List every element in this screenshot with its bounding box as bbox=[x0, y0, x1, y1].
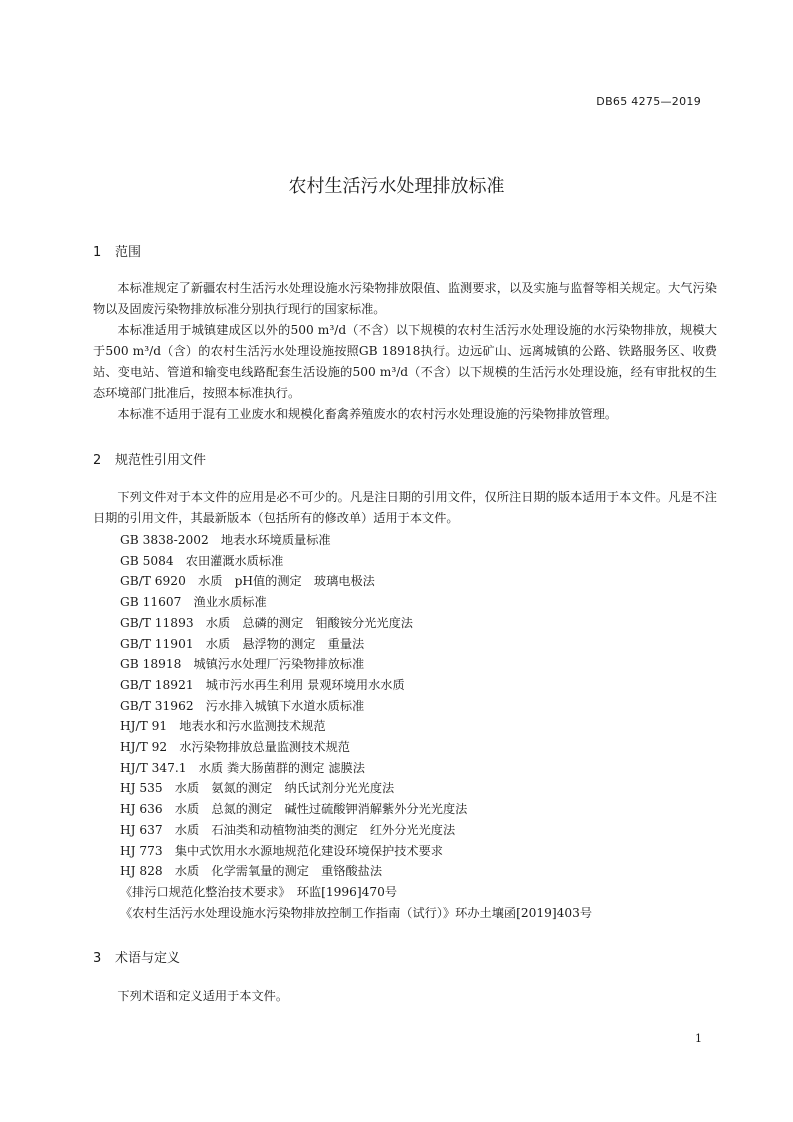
scope-paragraph: 本标准适用于城镇建成区以外的500 m³/d（不含）以下规模的农村生活污水处理设施的水污染物排放，规模大于500 m³/d（含）的农村生活污水处理设施按照GB 18918执行。边远矿山、远离城镇的公路、铁路服务区、收费站、变电站、管道和输变电线路配套生活设施的500 m³/d（不含）以下规模的生活污水处理设施，经有审批权的生态环境部门批准后，按照本标准执行。 bbox=[93, 323, 717, 400]
reference-item: HJ/T 91 地表水和污水监测技术规范 bbox=[120, 719, 326, 734]
page-number: 1 bbox=[695, 1032, 702, 1045]
reference-item: GB 3838-2002 地表水环境质量标准 bbox=[120, 533, 331, 547]
section-heading-terms-definitions bbox=[93, 947, 180, 966]
reference-item: HJ/T 92 水污染物排放总量监测技术规范 bbox=[120, 740, 350, 755]
section-number: 3 bbox=[93, 951, 102, 966]
reference-item: GB 5084 农田灌溉水质标准 bbox=[120, 553, 284, 568]
reference-item: 《排污口规范化整治技术要求》 环监[1996]470号 bbox=[120, 884, 398, 899]
scope-paragraph: 本标准不适用于混有工业废水和规模化畜禽养殖废水的农村污水处理设施的污染物排放管理。 bbox=[117, 407, 618, 421]
document-title: 农村生活污水处理排放标准 bbox=[288, 176, 505, 197]
reference-item: 《农村生活污水处理设施水污染物排放控制工作指南（试行）》环办土壤函[2019]403号 bbox=[120, 905, 593, 920]
reference-item: GB 11607 渔业水质标准 bbox=[120, 595, 267, 610]
reference-item: HJ 773 集中式饮用水水源地规范化建设环境保护技术要求 bbox=[120, 843, 443, 858]
reference-item: GB/T 11901 水质 悬浮物的测定 重量法 bbox=[120, 636, 365, 651]
reference-item: GB 18918 城镇污水处理厂污染物排放标准 bbox=[120, 657, 365, 672]
section-title: 范围 bbox=[115, 245, 142, 260]
reference-item: HJ 535 水质 氨氮的测定 纳氏试剂分光光度法 bbox=[120, 781, 395, 796]
reference-item: GB/T 18921 城市污水再生利用 景观环境用水水质 bbox=[120, 677, 405, 692]
reference-item: GB/T 6920 水质 pH值的测定 玻璃电极法 bbox=[120, 574, 375, 589]
terms-intro-paragraph: 下列术语和定义适用于本文件。 bbox=[117, 989, 289, 1003]
reference-item: HJ/T 347.1 水质 粪大肠菌群的测定 滤膜法 bbox=[120, 760, 365, 775]
section-number: 1 bbox=[93, 245, 102, 260]
section-number: 2 bbox=[93, 453, 102, 468]
reference-item: GB/T 11893 水质 总磷的测定 钼酸铵分光光度法 bbox=[120, 615, 413, 630]
document-code: DB65 4275—2019 bbox=[596, 95, 701, 108]
reference-item: HJ 828 水质 化学需氧量的测定 重铬酸盐法 bbox=[120, 864, 383, 879]
reference-item: HJ 636 水质 总氮的测定 碱性过硫酸钾消解紫外分光光度法 bbox=[120, 802, 468, 817]
section-title: 术语与定义 bbox=[115, 951, 181, 966]
references-intro-paragraph: 下列文件对于本文件的应用是必不可少的。凡是注日期的引用文件，仅所注日期的版本适用于本文件。凡是不注日期的引用文件，其最新版本（包括所有的修改单）适用于本文件。 bbox=[93, 490, 717, 525]
reference-item: HJ 637 水质 石油类和动植物油类的测定 红外分光光度法 bbox=[120, 822, 456, 837]
reference-item: GB/T 31962 污水排入城镇下水道水质标准 bbox=[120, 698, 365, 713]
scope-paragraph: 本标准规定了新疆农村生活污水处理设施水污染物排放限值、监测要求，以及实施与监督等相关规定。大气污染物以及固废污染物排放标准分别执行现行的国家标准。 bbox=[93, 281, 717, 316]
section-title: 规范性引用文件 bbox=[115, 453, 207, 468]
section-heading-normative-references bbox=[93, 449, 206, 468]
section-heading-scope bbox=[93, 241, 141, 260]
reference-list bbox=[120, 530, 592, 923]
